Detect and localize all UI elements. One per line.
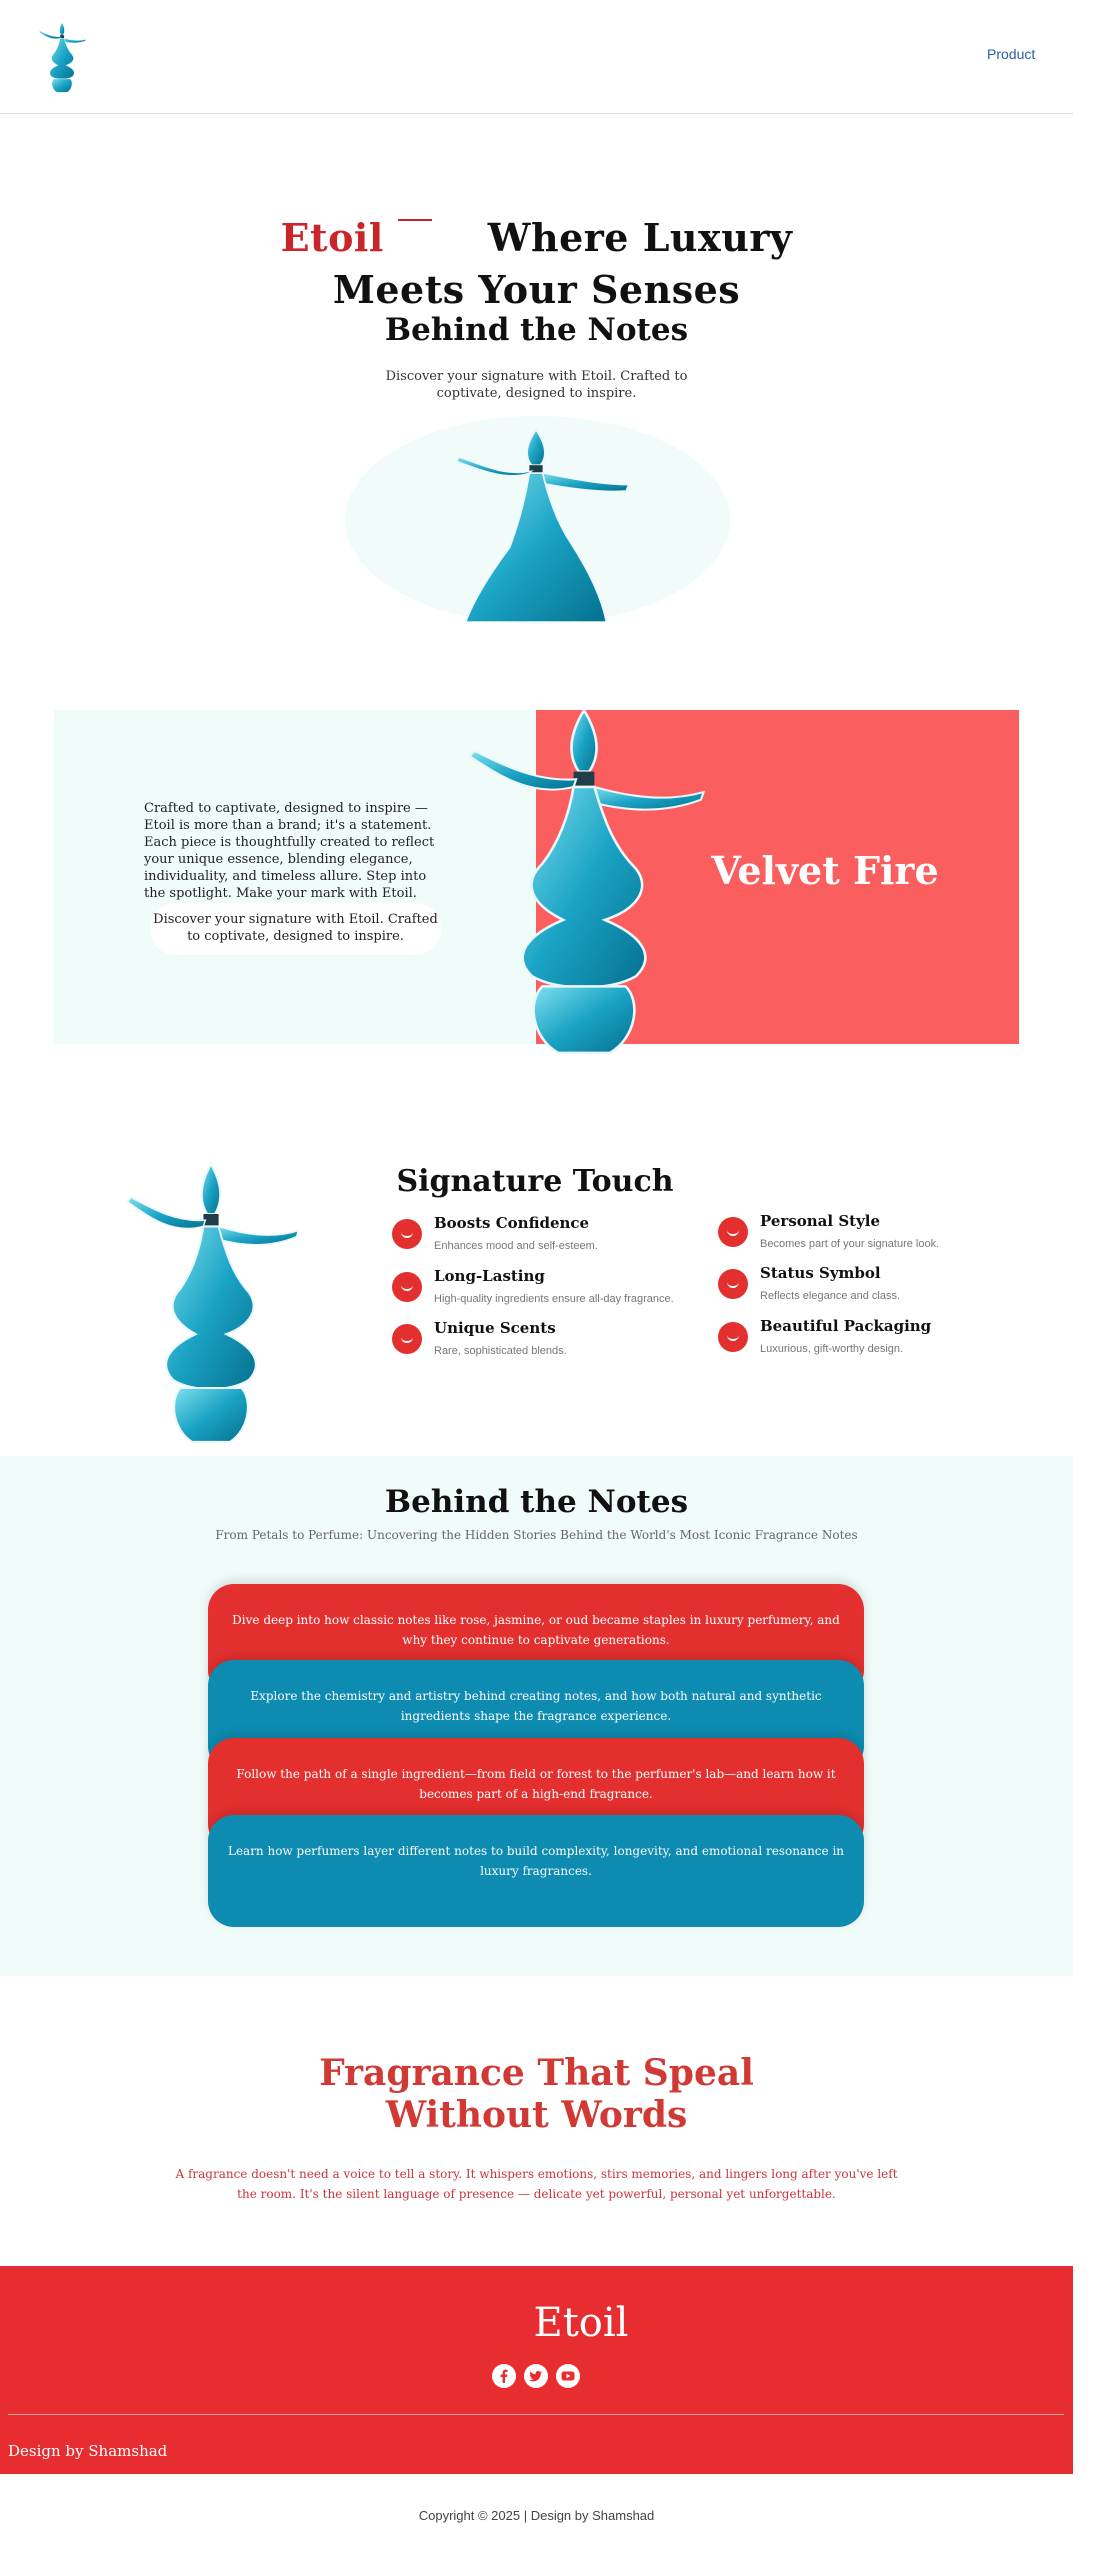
note-card: Dive deep into how classic notes like rose, jasmine, or oud became staples in luxury perfumery, and why they continue to captivate generations. [208, 1584, 864, 1696]
smile-icon [718, 1322, 748, 1352]
feature-description: High-quality ingredients ensure all-day fragrance. [434, 1293, 674, 1305]
fragrance-text: A fragrance doesn't need a voice to tell a story. It whispers emotions, stirs memories, and lingers long after you've left the room. It's the silent language of presence — delicate yet powerful, personal yet unforgettable. [175, 2167, 898, 2201]
perfume-bottle-image [426, 426, 646, 622]
nav-product-link[interactable]: Product [987, 46, 1036, 62]
copyright-text: Copyright © 2025 | Design by Shamshad [418, 2508, 655, 2523]
feature-item [718, 1264, 978, 1314]
hero-title-line1: Where Luxury [487, 215, 793, 260]
facebook-icon[interactable] [492, 2364, 516, 2388]
feature-title: Boosts Confidence [434, 1214, 590, 1232]
hero-title-line2: Meets Your Senses [332, 267, 741, 312]
smile-icon [392, 1219, 422, 1249]
note-card: Explore the chemistry and artistry behind creating notes, and how both natural and synthetic ingredients shape the fragrance experience. [208, 1660, 864, 1772]
feature-item [718, 1212, 978, 1262]
fragrance-title-line1: Fragrance That Speal [319, 2052, 754, 2094]
perfume-bottle-image [116, 1156, 306, 1446]
feature-title: Beautiful Packaging [760, 1317, 932, 1335]
feature-item [392, 1267, 674, 1317]
note-card: Learn how perfumers layer different notes to build complexity, longevity, and emotional resonance in luxury fragrances. [208, 1815, 864, 1927]
feature-item [718, 1317, 978, 1367]
feature-title: Unique Scents [434, 1319, 556, 1337]
hero-description: Discover your signature with Etoil. Crafted to coptivate, designed to inspire. [385, 369, 688, 401]
hero-brand: Etoil [280, 215, 384, 260]
notes-subtitle: From Petals to Perfume: Uncovering the Hidden Stories Behind the World's Most Iconic Fragrance Notes [215, 1528, 858, 1542]
feature-description: Luxurious, gift-worthy design. [760, 1343, 904, 1355]
footer-brand: Etoil [533, 2300, 629, 2346]
social-links [490, 2364, 582, 2390]
feature-item [392, 1319, 652, 1369]
smile-icon [392, 1272, 422, 1302]
youtube-icon[interactable] [556, 2364, 580, 2388]
feature-item [392, 1214, 652, 1264]
hero-title [0, 212, 1073, 316]
feature-description: Becomes part of your signature look. [760, 1238, 940, 1250]
velvet-paragraph: Crafted to captivate, designed to inspire — Etoil is more than a brand; it's a statement. Each piece is thoughtfully created to reflect your unique essence, blending elegance, individuality, and timeless allure. Step into the spotlight. Make your mark with Etoil. [144, 801, 435, 901]
footer-design-credit: Design by Shamshad [8, 2442, 168, 2460]
fragrance-title [0, 2052, 1073, 2136]
feature-title: Status Symbol [760, 1264, 881, 1282]
smile-icon [718, 1217, 748, 1247]
smile-icon [392, 1324, 422, 1354]
smile-icon [718, 1269, 748, 1299]
feature-description: Enhances mood and self-esteem. [434, 1240, 598, 1252]
fragrance-title-line2: Without Words [385, 2094, 688, 2136]
logo-icon[interactable] [36, 14, 88, 100]
notes-title: Behind the Notes [384, 1484, 689, 1520]
signature-title: Signature Touch [396, 1164, 674, 1199]
velvet-pill-text: Discover your signature with Etoil. Crafted to coptivate, designed to inspire. [150, 903, 441, 955]
hero-dash [398, 219, 432, 221]
feature-description: Reflects elegance and class. [760, 1290, 901, 1302]
feature-description: Rare, sophisticated blends. [434, 1345, 567, 1357]
twitter-icon[interactable] [524, 2364, 548, 2388]
note-card: Follow the path of a single ingredient—from field or forest to the perfumer's lab—and learn how it becomes part of a high-end fragrance. [208, 1738, 864, 1850]
feature-title: Personal Style [760, 1212, 881, 1230]
hero-subtitle: Behind the Notes [384, 312, 689, 348]
footer-divider [8, 2414, 1064, 2415]
site-header [0, 0, 1073, 114]
velvet-title: Velvet Fire [711, 848, 939, 893]
feature-title: Long-Lasting [434, 1267, 545, 1285]
perfume-bottle-image [454, 700, 714, 1058]
